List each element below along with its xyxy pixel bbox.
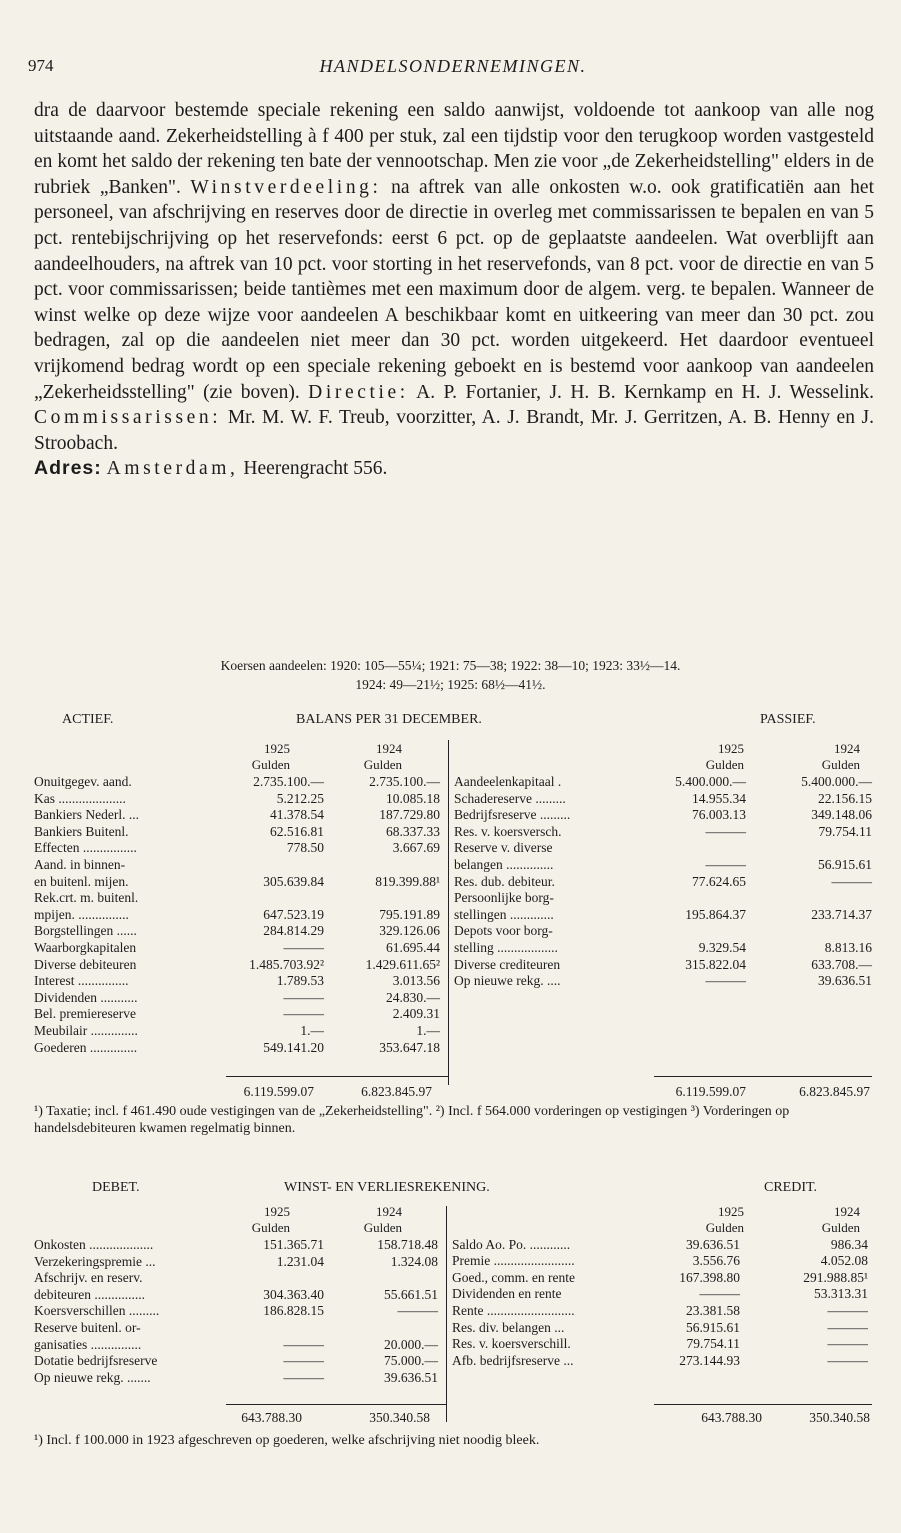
- row-value-1924: 55.661.51: [384, 1286, 438, 1302]
- row-value-1924: 986.34: [830, 1236, 868, 1252]
- table-row: [452, 1320, 874, 1337]
- row-value-1924: 633.708.—: [811, 956, 872, 972]
- row-value-1925: ———: [283, 1336, 324, 1352]
- balance-total-rule-right: [654, 1076, 872, 1077]
- row-value-1924: 22.156.15: [818, 790, 872, 806]
- profit-distribution-label: Winstverdeeling:: [190, 176, 382, 198]
- running-header: [28, 56, 878, 84]
- row-value-1924: 39.636.51: [818, 973, 872, 989]
- row-value-1924: 187.729.80: [379, 807, 440, 823]
- row-value-1925: 549.141.20: [263, 1039, 324, 1055]
- pl-left-heading: DEBET.: [92, 1180, 140, 1195]
- row-value-1924: 795.191.89: [379, 906, 440, 922]
- table-row: [454, 874, 874, 891]
- row-label: Koersverschillen .........: [34, 1303, 160, 1319]
- pl-col-1924-right: 1924 Gulden: [821, 1204, 860, 1235]
- row-value-1925: 315.822.04: [685, 956, 746, 972]
- row-value-1925: 77.624.65: [692, 873, 746, 889]
- row-value-1925: 56.915.61: [686, 1319, 740, 1335]
- table-row: [34, 907, 446, 924]
- balance-footnote: ¹) Taxatie; incl. f 461.490 oude vestigingen van de „Zekerheidstelling". ²) Incl. f 564.000 vorderingen op vestigingen ³) Vorderingen op handelsdebiteuren kwamen regelmatig binnen.: [34, 1104, 790, 1136]
- row-label: Afb. bedrijfsreserve ...: [452, 1352, 574, 1368]
- table-row: [34, 890, 446, 907]
- pl-total-rule-right: [654, 1404, 872, 1405]
- row-value-1925: 5.212.25: [276, 790, 324, 806]
- table-row: [34, 1337, 444, 1354]
- table-row: [34, 1254, 444, 1271]
- row-label: stellingen .............: [454, 906, 554, 922]
- row-label: Rek.crt. m. buitenl.: [34, 890, 139, 906]
- row-label: Reserve buitenl. or-: [34, 1320, 141, 1335]
- balance-total-right: 6.119.599.07 6.823.845.97: [675, 1084, 870, 1099]
- row-label: Goed., comm. en rente: [452, 1269, 575, 1285]
- share-prices: [0, 656, 901, 694]
- row-value-1924: 291.988.85¹: [803, 1269, 868, 1285]
- table-row: [452, 1286, 874, 1303]
- row-value-1925: 2.735.100.—: [253, 774, 324, 789]
- row-value-1924: 353.647.18: [379, 1039, 440, 1055]
- row-value-1925: ———: [283, 989, 324, 1005]
- row-label: Diverse crediteuren: [454, 956, 561, 972]
- row-value-1924: 329.126.06: [379, 923, 440, 939]
- row-value-1924: 10.085.18: [386, 790, 440, 806]
- row-value-1924: 53.313.31: [814, 1286, 868, 1302]
- row-value-1924: 2.409.31: [392, 1006, 440, 1022]
- row-value-1924: 8.813.16: [824, 940, 872, 955]
- address-city: Amsterdam,: [106, 458, 239, 480]
- table-row: [454, 791, 874, 808]
- row-value-1925: 186.828.15: [263, 1303, 324, 1319]
- row-label: Depots voor borg-: [454, 923, 553, 939]
- table-row: [34, 1237, 444, 1254]
- row-label: en buitenl. mijen.: [34, 873, 129, 889]
- table-row: [34, 973, 446, 990]
- row-value-1924: ———: [827, 1303, 868, 1318]
- row-value-1924: 68.337.33: [386, 823, 440, 839]
- table-row: [34, 1287, 444, 1304]
- row-value-1924: 75.000.—: [384, 1353, 438, 1369]
- row-value-1925: ———: [705, 973, 746, 989]
- row-value-1924: 3.667.69: [392, 840, 440, 856]
- table-row: [34, 807, 446, 824]
- table-row: [34, 1040, 446, 1057]
- table-row: [34, 774, 446, 791]
- row-value-1925: 62.516.81: [270, 823, 324, 839]
- row-value-1925: 778.50: [286, 840, 324, 856]
- row-label: debiteuren ...............: [34, 1286, 145, 1302]
- row-label: mpijen. ...............: [34, 906, 129, 922]
- table-row: [34, 957, 446, 974]
- table-row: [34, 923, 446, 940]
- balance-left-heading: ACTIEF.: [62, 712, 114, 727]
- pl-title: WINST- EN VERLIESREKENING.: [284, 1180, 490, 1195]
- balance-title: BALANS PER 31 DECEMBER.: [296, 712, 482, 727]
- row-value-1924: ———: [827, 1319, 868, 1335]
- row-label: Premie ........................: [452, 1253, 575, 1269]
- address-street: Heerengracht 556.: [243, 458, 388, 480]
- row-value-1924: 79.754.11: [818, 823, 872, 839]
- balance-col-1925-right: 1925 Gulden: [705, 741, 744, 772]
- pl-col-1924-left: 1924 Gulden: [363, 1204, 402, 1235]
- row-label: Onkosten ...................: [34, 1237, 154, 1252]
- table-row: [454, 890, 874, 907]
- table-row: [34, 791, 446, 808]
- row-label: Reserve v. diverse: [454, 840, 553, 856]
- pl-total-right: 643.788.30 350.340.58: [701, 1410, 870, 1425]
- row-label: Dividenden en rente: [452, 1286, 562, 1302]
- table-row: [452, 1253, 874, 1270]
- page-number: 974: [28, 56, 54, 75]
- running-title: HANDELSONDERNEMINGEN.: [319, 56, 587, 76]
- row-value-1924: 5.400.000.—: [801, 774, 872, 789]
- row-label: belangen ..............: [454, 857, 554, 872]
- row-value-1924: 1.429.611.65²: [365, 956, 440, 972]
- row-value-1924: 61.695.44: [386, 940, 440, 955]
- table-row: [454, 923, 874, 940]
- balance-col-1924-right: 1924 Gulden: [821, 741, 860, 772]
- table-row: [454, 807, 874, 824]
- row-value-1925: 304.363.40: [263, 1286, 324, 1302]
- row-label: Diverse debiteuren: [34, 956, 137, 972]
- row-value-1925: ———: [283, 940, 324, 955]
- row-label: Waarborgkapitalen: [34, 940, 137, 955]
- pl-right-heading: CREDIT.: [764, 1180, 818, 1195]
- pl-divider: [446, 1206, 447, 1422]
- row-label: Dotatie bedrijfsreserve: [34, 1353, 158, 1369]
- profit-distribution-text: na aftrek van alle onkosten w.o. ook gratificatiën aan het personeel, van afschrijving en reserves door de directie in overleg met commissarissen te bepalen en van 5 pct. rentebijschrijving op het reservefonds: eerst 6 pct. op de geplaatste aandeelen. Wat overblijft aan aandeelhouders, na aftrek van 10 pct. voor storting in het reservefonds, van 8 pct. voor de directie en van 5 pct. voor commissarissen; beide tantièmes met een maximum door de algem. verg. te bepalen. Wanneer de winst welke op deze wijze voor aandeelen A beschikbaar komt en uitkeering van meer dan 30 pct. zou bedragen, zal op die aandeelen niet meer dan 30 pct. worden uitgekeerd. Het daardoor eventueel vrijkomend bedrag wordt op een speciale rekening geboekt en is bestemd voor aankoop van aandeelen „Zekerheidsstelling" (zie boven).: [34, 176, 875, 403]
- row-value-1924: 819.399.88¹: [375, 873, 440, 889]
- row-label: stelling ..................: [454, 940, 558, 955]
- row-value-1924: 2.735.100.—: [369, 774, 440, 789]
- row-label: Bankiers Buitenl.: [34, 823, 129, 839]
- balance-col-1924-left: 1924 Gulden: [363, 741, 402, 772]
- row-value-1925: ———: [699, 1286, 740, 1302]
- row-value-1924: 1.—: [416, 1023, 440, 1038]
- row-value-1925: 23.381.58: [686, 1303, 740, 1318]
- balance-total-left: 6.119.599.07 6.823.845.97: [243, 1084, 432, 1099]
- redemption-text: dra de daarvoor bestemde speciale rekening een saldo aanwijst, voldoende tot aankoop van alle nog uitstaande aand. Zekerheidstelling à f 400 per stuk, zal een tijdstip voor den terugkoop worden vastgesteld en komt het saldo der rekening ten bate der vennootschap. Men zie voor „de Zekerheidstelling" elders in de rubriek „Banken".: [34, 100, 874, 198]
- table-row: [34, 1353, 444, 1370]
- table-row: [34, 824, 446, 841]
- table-row: [452, 1353, 874, 1370]
- row-value-1924: 233.714.37: [811, 906, 872, 922]
- row-value-1925: 79.754.11: [686, 1336, 740, 1352]
- row-value-1924: ———: [827, 1352, 868, 1368]
- balance-total-rule-left: [226, 1076, 448, 1077]
- table-row: [454, 957, 874, 974]
- row-label: Aand. in binnen-: [34, 857, 126, 872]
- row-value-1924: 349.148.06: [811, 807, 872, 823]
- table-row: [34, 1320, 444, 1337]
- row-label: Meubilair ..............: [34, 1023, 138, 1038]
- row-label: Verzekeringspremie ...: [34, 1253, 156, 1269]
- row-value-1924: 1.324.08: [390, 1253, 438, 1269]
- table-row: [454, 907, 874, 924]
- row-label: Borgstellingen ......: [34, 923, 137, 939]
- row-value-1925: ———: [705, 857, 746, 872]
- row-label: Dividenden ...........: [34, 989, 138, 1005]
- row-value-1924: 3.013.56: [392, 973, 440, 989]
- row-value-1925: 9.329.54: [698, 940, 746, 955]
- row-label: Kas ....................: [34, 790, 126, 806]
- table-row: [452, 1336, 874, 1353]
- row-label: Op nieuwe rekg. .......: [34, 1369, 151, 1385]
- table-row: [454, 840, 874, 857]
- row-value-1925: 305.639.84: [263, 873, 324, 889]
- row-value-1925: 39.636.51: [686, 1236, 740, 1252]
- address-label: Adres:: [34, 457, 102, 480]
- row-label: Res. div. belangen ...: [452, 1319, 565, 1335]
- row-label: Res. v. koersversch.: [454, 823, 562, 839]
- row-value-1924: ———: [397, 1303, 438, 1319]
- commissioners-text: Mr. M. W. F. Treub, voorzitter, A. J. Brandt, Mr. J. Gerritzen, A. B. Henny en J. Stroobach.: [34, 407, 874, 454]
- row-label: Interest ...............: [34, 973, 129, 989]
- balance-divider: [448, 740, 449, 1085]
- row-value-1925: 195.864.37: [685, 906, 746, 922]
- table-row: [34, 1303, 444, 1320]
- row-value-1924: 39.636.51: [384, 1369, 438, 1385]
- row-value-1925: 151.365.71: [263, 1237, 324, 1252]
- share-prices-line-2: 1924: 49—21½; 1925: 68½—41½.: [355, 677, 546, 692]
- row-label: Afschrijv. en reserv.: [34, 1270, 143, 1286]
- table-row: [454, 824, 874, 841]
- row-value-1924: 158.718.48: [377, 1237, 438, 1252]
- row-label: Aandeelenkapitaal .: [454, 774, 562, 789]
- directors-label: Directie:: [308, 381, 409, 403]
- table-row: [34, 857, 446, 874]
- table-row: [454, 857, 874, 874]
- row-label: Op nieuwe rekg. ....: [454, 973, 561, 989]
- row-label: Bel. premiereserve: [34, 1006, 136, 1022]
- row-value-1925: ———: [705, 823, 746, 839]
- table-row: [34, 1370, 444, 1387]
- row-label: Persoonlijke borg-: [454, 890, 554, 906]
- table-row: [34, 840, 446, 857]
- row-value-1925: 1.789.53: [276, 973, 324, 989]
- table-row: [454, 940, 874, 957]
- table-row: [34, 990, 446, 1007]
- table-row: [454, 973, 874, 990]
- row-value-1925: 647.523.19: [263, 906, 324, 922]
- table-row: [452, 1303, 874, 1320]
- row-value-1925: 273.144.93: [679, 1352, 740, 1368]
- table-row: [34, 1270, 444, 1287]
- address-line: [34, 456, 874, 482]
- table-row: [34, 874, 446, 891]
- row-label: Res. dub. debiteur.: [454, 873, 555, 889]
- pl-col-1925-left: 1925 Gulden: [251, 1204, 290, 1235]
- balance-col-1925-left: 1925 Gulden: [251, 741, 290, 772]
- pl-footnote: ¹) Incl. f 100.000 in 1923 afgeschreven op goederen, welke afschrijving niet noodig bleek.: [34, 1433, 540, 1448]
- row-value-1925: 41.378.54: [270, 807, 324, 823]
- commissioners-label: Commissarissen:: [34, 407, 222, 429]
- row-label: Res. v. koersverschill.: [452, 1336, 571, 1352]
- row-value-1925: 1.485.703.92²: [249, 956, 324, 972]
- row-value-1925: 5.400.000.—: [675, 774, 746, 789]
- table-row: [34, 940, 446, 957]
- row-value-1924: 56.915.61: [818, 857, 872, 872]
- row-value-1925: 1.—: [300, 1023, 324, 1038]
- row-value-1925: 3.556.76: [692, 1253, 740, 1269]
- row-value-1925: 167.398.80: [679, 1269, 740, 1285]
- table-row: [34, 1023, 446, 1040]
- pl-total-rule-left: [226, 1404, 446, 1405]
- row-value-1925: ———: [283, 1353, 324, 1369]
- row-label: Schadereserve .........: [454, 790, 566, 806]
- table-row: [452, 1220, 874, 1237]
- table-row: [452, 1237, 874, 1254]
- row-value-1924: ———: [827, 1336, 868, 1352]
- table-row: [454, 774, 874, 791]
- table-row: [452, 1270, 874, 1287]
- row-value-1925: 284.814.29: [263, 923, 324, 939]
- row-label: ganisaties ...............: [34, 1336, 142, 1352]
- share-prices-line-1: Koersen aandeelen: 1920: 105—55¼; 1921: 75—38; 1922: 38—10; 1923: 33½—14.: [220, 658, 681, 673]
- row-value-1925: ———: [283, 1006, 324, 1022]
- row-value-1925: 76.003.13: [692, 807, 746, 823]
- row-value-1924: ———: [831, 873, 872, 889]
- row-label: Effecten ................: [34, 840, 137, 856]
- row-value-1925: 1.231.04: [276, 1253, 324, 1269]
- row-value-1925: 14.955.34: [692, 790, 746, 806]
- pl-total-left: 643.788.30 350.340.58: [241, 1410, 430, 1425]
- row-label: Onuitgegev. aand.: [34, 774, 132, 789]
- directors-text: A. P. Fortanier, J. H. B. Kernkamp en H. J. Wesselink.: [416, 381, 874, 403]
- row-label: Rente ..........................: [452, 1303, 575, 1318]
- description-paragraph: [34, 98, 874, 456]
- table-row: [34, 1006, 446, 1023]
- row-value-1925: ———: [283, 1369, 324, 1385]
- row-value-1924: 20.000.—: [384, 1336, 438, 1352]
- row-label: Bankiers Nederl. ...: [34, 807, 139, 823]
- pl-col-1925-right: 1925 Gulden: [705, 1204, 744, 1235]
- row-label: Saldo Ao. Po. ............: [452, 1236, 571, 1252]
- row-label: Bedrijfsreserve .........: [454, 807, 571, 823]
- company-description: [34, 98, 874, 482]
- balance-right-heading: PASSIEF.: [760, 712, 816, 727]
- row-value-1924: 4.052.08: [820, 1253, 868, 1269]
- row-value-1924: 24.830.—: [386, 989, 440, 1005]
- row-label: Goederen ..............: [34, 1039, 138, 1055]
